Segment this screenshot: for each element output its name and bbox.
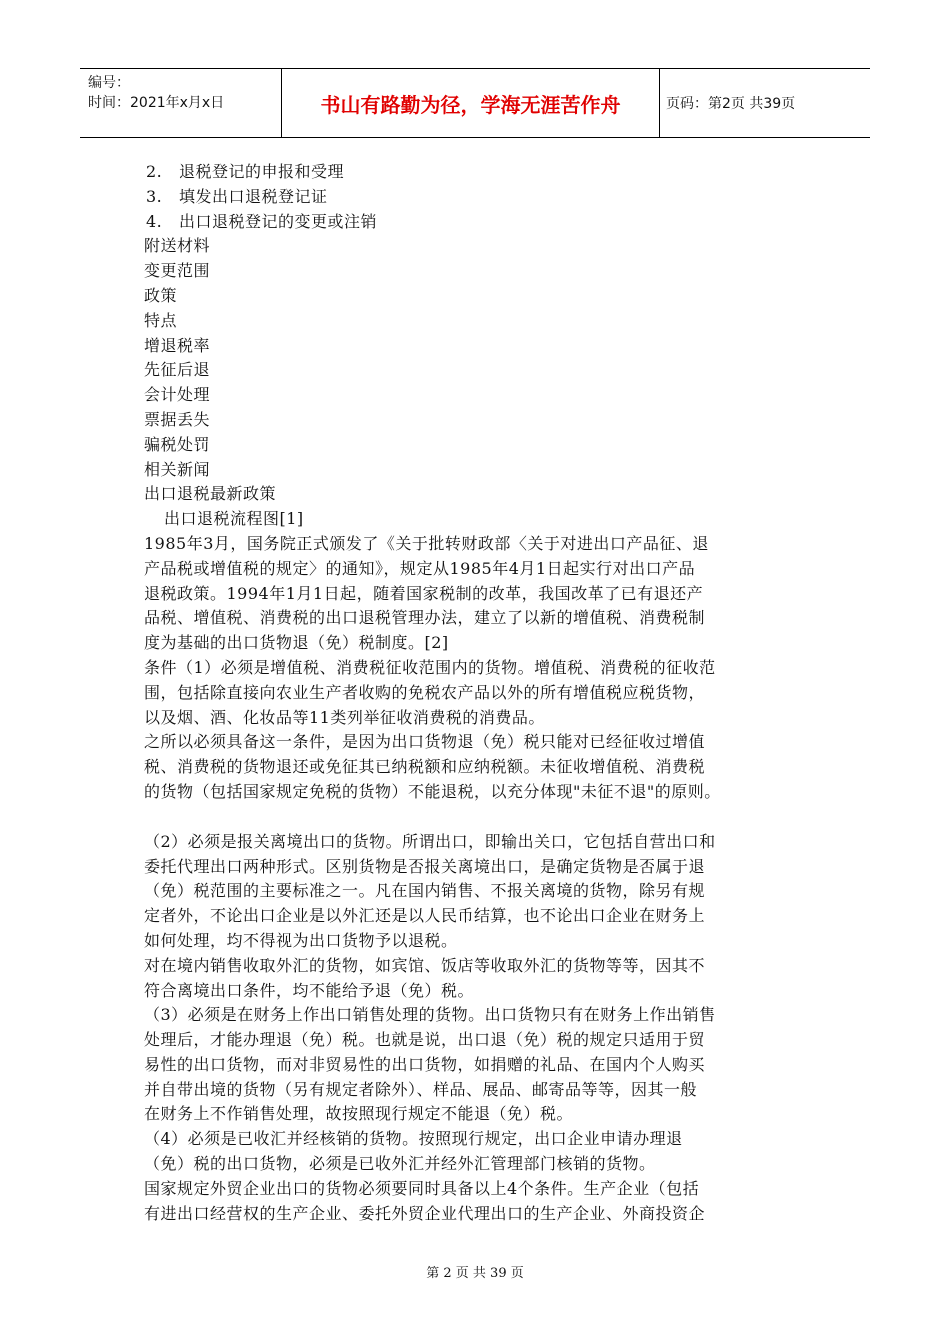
paragraph-line: 之所以必须具备这一条件，是因为出口货物退（免）税只能对已经征收过增值	[144, 732, 706, 752]
list-item: 附送材料	[144, 236, 211, 256]
paragraph-line: 品税、增值税、消费税的出口退税管理办法，建立了以新的增值税、消费税制	[144, 608, 706, 628]
paragraph-line: 税、消费税的货物退还或免征其已纳税额和应纳税额。未征收增值税、消费税	[144, 757, 706, 777]
list-item: 政策	[144, 285, 178, 305]
paragraph-line: 退税政策。1994年1月1日起，随着国家税制的改革，我国改革了已有退还产	[144, 583, 704, 603]
header-page-info: 页码：第2页 共39页	[666, 96, 796, 112]
paragraph-spacer	[144, 805, 806, 830]
paragraph-line: 委托代理出口两种形式。区别货物是否报关离境出口，是确定货物是否属于退	[144, 856, 706, 876]
list-item: 票据丢失	[144, 409, 211, 429]
list-item: 出口退税最新政策	[144, 484, 277, 504]
list-item: 相关新闻	[144, 459, 211, 479]
paragraph-line: （免）税范围的主要标准之一。凡在国内销售、不报关离境的货物，除另有规	[144, 881, 706, 901]
list-item: 变更范围	[144, 261, 211, 281]
figure-caption: 出口退税流程图[1]	[164, 509, 304, 529]
paragraph-line: 处理后，才能办理退（免）税。也就是说，出口退（免）税的规定只适用于贸	[144, 1030, 706, 1050]
list-item: 2. 退税登记的申报和受理	[146, 162, 345, 181]
paragraph-line: 对在境内销售收取外汇的货物，如宾馆、饭店等收取外汇的货物等等，因其不	[144, 955, 706, 975]
paragraph-line: 有进出口经营权的生产企业、委托外贸企业代理出口的生产企业、外商投资企	[144, 1203, 706, 1223]
document-time-label: 时间：2021年x月x日	[88, 95, 225, 111]
paragraph-line: 符合离境出口条件，均不能给予退（免）税。	[144, 980, 475, 1000]
paragraph-line: 条件（1）必须是增值税、消费税征收范围内的货物。增值税、消费税的征收范	[144, 657, 716, 677]
header-motto: 书山有路勤为径，学海无涯苦作舟	[282, 69, 660, 137]
page-footer: 第 2 页 共 39 页	[426, 1266, 524, 1281]
paragraph-line: （4）必须是已收汇并经核销的货物。按照现行规定，出口企业申请办理退	[144, 1129, 683, 1149]
paragraph-line: （3）必须是在财务上作出口销售处理的货物。出口货物只有在财务上作出销售	[144, 1005, 716, 1025]
list-item: 特点	[144, 310, 178, 330]
list-item: 骗税处罚	[144, 434, 211, 454]
paragraph-line: 围，包括除直接向农业生产者收购的免税农产品以外的所有增值税应税货物，	[144, 682, 706, 702]
paragraph-line: 并自带出境的货物（另有规定者除外）、样品、展品、邮寄品等等，因其一般	[144, 1079, 698, 1099]
list-item: 3. 填发出口退税登记证	[146, 186, 328, 206]
paragraph-line: 产品税或增值税的规定〉的通知》，规定从1985年4月1日起实行对出口产品	[144, 558, 696, 578]
document-body	[144, 160, 806, 1226]
list-item: 会计处理	[144, 385, 211, 405]
paragraph-line: （2）必须是报关离境出口的货物。所谓出口，即输出关口，它包括自营出口和	[144, 831, 716, 851]
paragraph-line: 定者外，不论出口企业是以外汇还是以人民币结算，也不论出口企业在财务上	[144, 906, 706, 926]
paragraph-line: 的货物（包括国家规定免税的货物）不能退税，以充分体现"未征不退"的原则。	[144, 781, 721, 801]
list-item: 增退税率	[144, 335, 211, 355]
document-number-label: 编号：	[88, 75, 130, 91]
list-item: 先征后退	[144, 360, 211, 380]
paragraph-line: 易性的出口货物，而对非贸易性的出口货物，如捐赠的礼品、在国内个人购买	[144, 1054, 706, 1074]
paragraph-line: 1985年3月，国务院正式颁发了《关于批转财政部〈关于对进出口产品征、退	[144, 533, 709, 553]
page-header	[80, 68, 870, 138]
paragraph-line: 以及烟、酒、化妆品等11类列举征收消费税的消费品。	[144, 707, 545, 727]
header-meta	[80, 69, 282, 137]
paragraph-line: 度为基础的出口货物退（免）税制度。[2]	[144, 633, 449, 653]
paragraph-line: （免）税的出口货物，必须是已收外汇并经外汇管理部门核销的货物。	[144, 1154, 656, 1174]
list-item: 4. 出口退税登记的变更或注销	[146, 211, 378, 231]
paragraph-line: 国家规定外贸企业出口的货物必须要同时具备以上4个条件。生产企业（包括	[144, 1178, 700, 1198]
paragraph-line: 如何处理，均不得视为出口货物予以退税。	[144, 930, 458, 950]
paragraph-line: 在财务上不作销售处理，故按照现行规定不能退（免）税。	[144, 1104, 574, 1124]
